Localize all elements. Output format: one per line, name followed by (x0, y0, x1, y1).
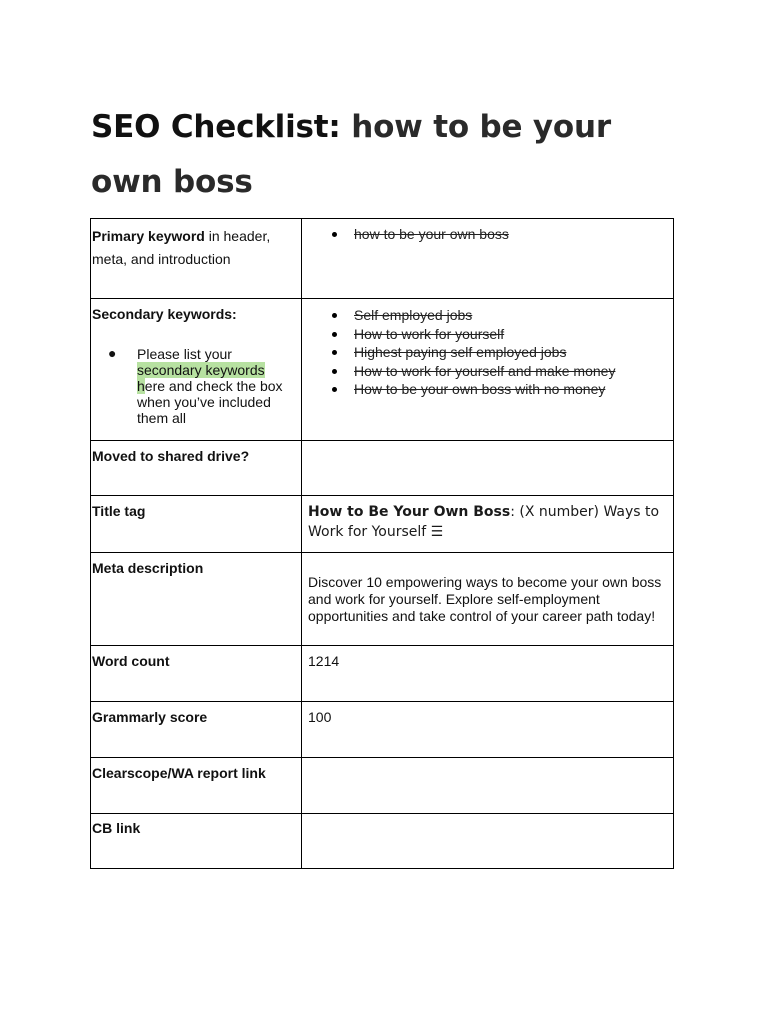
cb-link-label-cell (91, 814, 302, 869)
table-row-shared-drive (91, 441, 674, 496)
grammarly-value: 100 (308, 709, 332, 725)
table-row-meta-description (91, 553, 674, 646)
meta-description-label: Meta description (92, 560, 204, 576)
meta-description-value-cell (302, 553, 674, 646)
primary-keyword-label-rest: in header, meta, and introduction (92, 228, 271, 267)
table-row-primary-keyword (91, 219, 674, 299)
seo-checklist-table (90, 218, 674, 869)
cb-link-value-cell[interactable] (302, 814, 674, 869)
grammarly-label: Grammarly score (92, 709, 208, 725)
grammarly-label-cell (91, 702, 302, 758)
meta-description-label-cell (91, 553, 302, 646)
shared-drive-value (302, 441, 673, 448)
primary-keyword-label-cell (91, 219, 302, 299)
cb-link-value (302, 814, 673, 821)
secondary-keywords-label-cell (91, 299, 302, 441)
cb-link-label: CB link (92, 820, 141, 836)
secondary-keyword-list (302, 299, 673, 399)
word-count-value-cell (302, 646, 674, 702)
shared-drive-label-cell (91, 441, 302, 496)
bullet-icon: ● (108, 345, 117, 361)
keyword-list-item: Highest paying self employed jobs (332, 343, 673, 362)
word-count-label-cell (91, 646, 302, 702)
keyword-list-item: How to be your own boss with no money (332, 380, 673, 399)
title-main: SEO Checklist: (91, 109, 341, 145)
table-row-clearscope-link (91, 758, 674, 814)
table-row-cb-link (91, 814, 674, 869)
clearscope-value (302, 758, 673, 765)
table-row-word-count (91, 646, 674, 702)
clearscope-label-cell (91, 758, 302, 814)
clearscope-value-cell[interactable] (302, 758, 674, 814)
table-row-grammarly-score (91, 702, 674, 758)
secondary-keywords-value-cell (302, 299, 674, 441)
primary-keyword-label: Primary keyword (92, 228, 205, 244)
grammarly-value-cell (302, 702, 674, 758)
keyword-list-item: How to work for yourself and make money (332, 362, 673, 381)
title-tag-label: Title tag (92, 503, 146, 519)
primary-keyword-list (302, 219, 673, 244)
shared-drive-label: Moved to shared drive? (92, 448, 250, 464)
keyword-list-item: How to work for yourself (332, 325, 673, 344)
keyword-list-item: Self employed jobs (332, 306, 673, 325)
instruction-text-after: ere and check the box when you’ve included them all (137, 378, 283, 426)
keyword-list-item: how to be your own boss (332, 225, 673, 244)
title-subject: how to be your own boss (91, 109, 611, 200)
secondary-keywords-label: Secondary keywords: (92, 306, 237, 322)
secondary-keywords-instruction (108, 345, 295, 426)
title-tag-label-cell (91, 496, 302, 553)
title-tag-value-cell (302, 496, 674, 553)
clearscope-label: Clearscope/WA report link (92, 765, 266, 781)
meta-description-value: Discover 10 empowering ways to become your own boss and work for yourself. Explore self-employment opportunities and take control of your career path today! (308, 574, 662, 624)
primary-keyword-value-cell (302, 219, 674, 299)
title-tag-bold: How to Be Your Own Boss (308, 504, 511, 520)
word-count-value: 1214 (308, 653, 340, 669)
menu-lines-icon: ☰ (430, 524, 444, 540)
shared-drive-value-cell[interactable] (302, 441, 674, 496)
title-tag-rest: : (X number) Ways to Work for Yourself (308, 504, 660, 540)
instruction-text-before: Please list your (137, 346, 232, 362)
table-row-secondary-keywords (91, 299, 674, 441)
instruction-highlight: secondary keywords h (137, 362, 265, 394)
document-title (91, 100, 691, 210)
word-count-label: Word count (92, 653, 170, 669)
table-row-title-tag (91, 496, 674, 553)
